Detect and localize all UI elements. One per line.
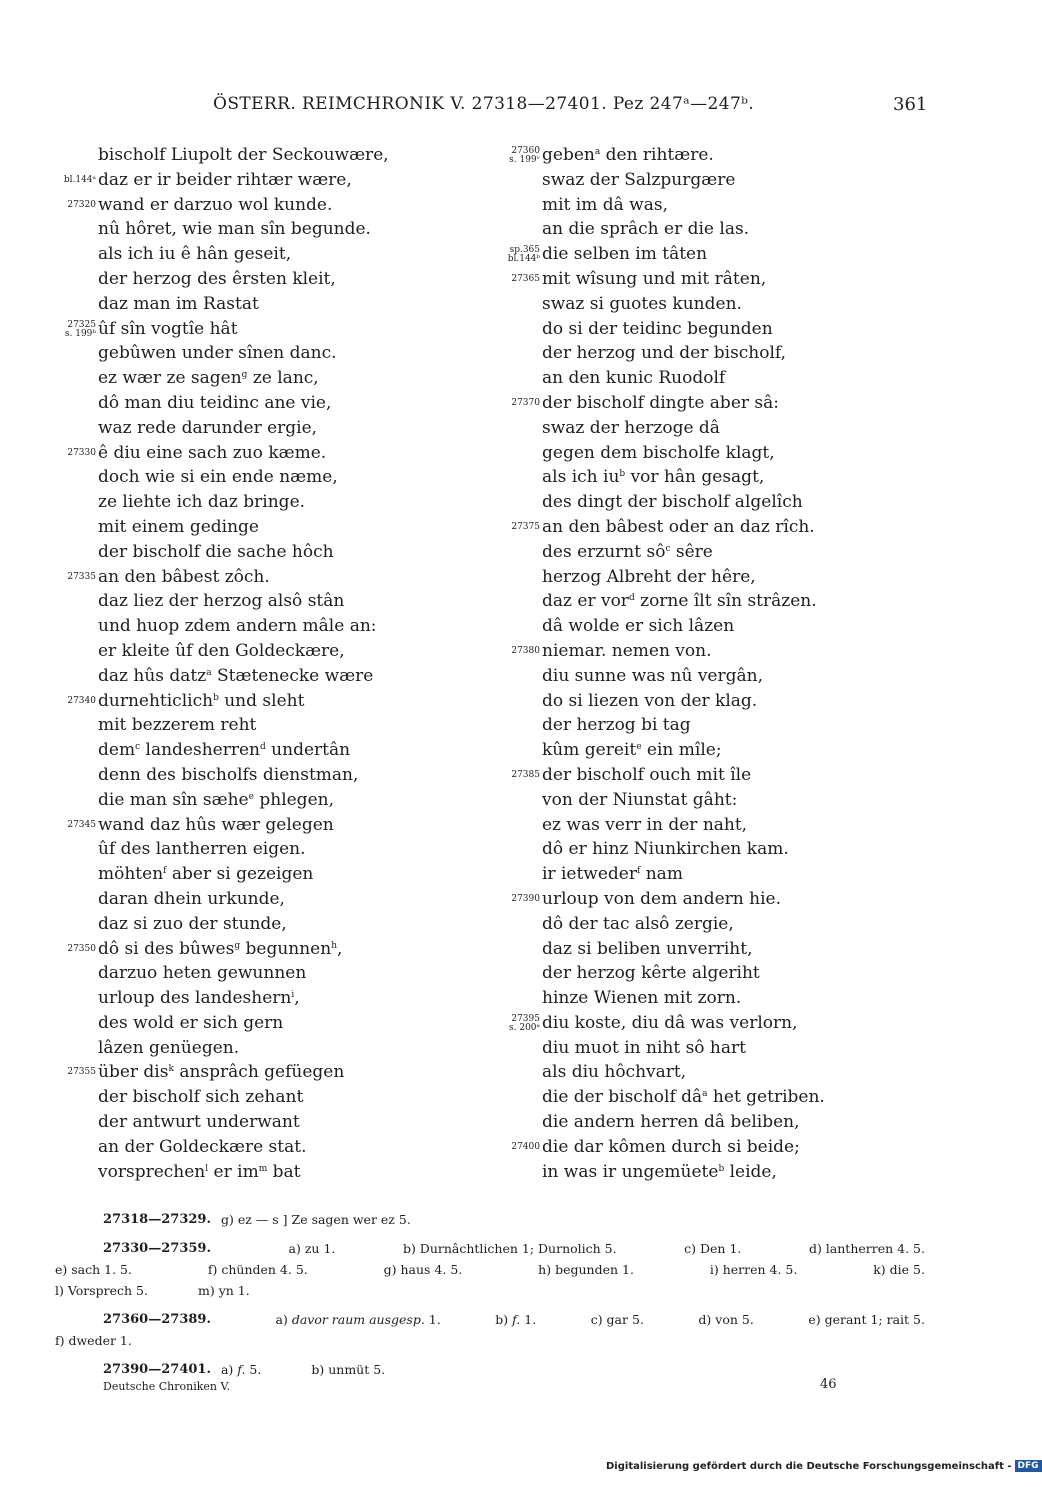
verse-line [20,763,440,788]
verse-text: daz er ir beider rihtær wære, [98,169,352,190]
verse-line [480,589,900,614]
verse-column-left [20,143,440,1184]
footnote-marker: b [213,692,219,703]
verse-line [20,689,440,714]
verse-line [20,1085,440,1110]
verse-line [20,912,440,937]
footnote-italic: davor raum ausgesp. [291,1312,425,1327]
verse-text: nû hôret, wie man sîn begunde. [98,219,371,240]
verse-line [20,937,440,962]
verse-line [480,961,900,986]
line-number: 27375 [511,521,540,532]
verse-line [20,168,440,193]
footnote-marker: d [628,593,635,604]
verse-text: waz rede darunder ergie, [98,417,318,438]
verse-text: wand daz hûs wær gelegen [98,814,334,835]
verse-text: der herzog und der bischolf, [542,343,787,364]
footnote-row [55,1209,925,1230]
verse-line [480,986,900,1011]
footnote-entry: a) f. 5. [220,1362,262,1377]
footnote-marker: a [594,147,601,157]
verse-line [480,341,900,366]
verse-line [20,565,440,590]
footer-signature: 46 [820,1377,837,1392]
footnote-entry: a) davor raum ausgesp. 1. [275,1312,441,1327]
verse-line [480,614,900,639]
verse-text: daz hûs datz$^a$ Stætenecke wære [98,665,374,686]
verse-line [480,441,900,466]
verse-text: des wold er sich gern [98,1012,284,1033]
verse-line [480,416,900,441]
verse-text: der bischolf dingte aber sâ: [542,392,779,413]
verse-text: darzuo heten gewunnen [98,963,307,984]
verse-line [20,540,440,565]
footnote-entry: c) gar 5. [590,1312,644,1327]
verse-text: in was ir ungemüete$^b$ leide, [542,1161,777,1182]
footnote-entry: a) zu 1. [288,1241,336,1256]
verse-text: des erzurnt $sô^c$ sêre [542,541,713,562]
verse-line [480,267,900,292]
footnote-marker: c [665,543,671,554]
footnote-marker: b [718,1163,725,1174]
verse-text: möhten$^f$ aber si gezeigen [98,864,314,885]
verse-text: daz er vor$^d$ zorne îlt sîn strâzen. [542,591,817,612]
footnote-entry: b) unmüt 5. [311,1362,386,1377]
verse-text: mit wîsung und mit râten, [542,268,767,289]
verse-text: herzog Albreht der hêre, [542,566,756,587]
verse-line [20,242,440,267]
verse-line [20,391,440,416]
footnote-marker: h [331,940,337,951]
verse-text: swaz der Salzpurgære [542,169,736,190]
verse-line [480,887,900,912]
verse-line [480,763,900,788]
verse-line [480,713,900,738]
footnote-entry: i) herren 4. 5. [709,1262,798,1277]
footnote-entry: h) begunden 1. [538,1262,634,1277]
footnote-marker: e [248,791,254,802]
line-number: sp.365 bl.144ᵇ [507,245,540,265]
verse-text: der bischolf ouch mit île [542,764,752,785]
verse-text: von der Niunstat gâht: [542,789,738,810]
verse-text: denn des bischolfs dienstman, [98,764,359,785]
verse-line [20,664,440,689]
verse-line [20,961,440,986]
verse-text: der herzog des êrsten kleit, [98,268,336,289]
verse-line [480,565,900,590]
verse-line [480,1085,900,1110]
footnote-entry: b) f. 1. [495,1312,537,1327]
verse-text: lâzen genüegen. [98,1037,240,1058]
verse-text: mit im dâ was, [542,194,668,215]
verse-line [480,515,900,540]
verse-line [480,1160,900,1185]
verse-text: do si der teidinc begunden [542,318,773,339]
verse-text: mit bezzerem reht [98,715,257,736]
footnote-block [55,1359,925,1380]
line-number: 27400 [511,1141,540,1152]
verse-text: swaz der herzoge dâ [542,417,720,438]
verse-text: als ich $iu^b$ vor hân gesagt, [542,467,765,488]
line-number: 27340 [67,695,96,706]
footnote-block [55,1238,925,1301]
verse-text: ez was verr in der naht, [542,814,748,835]
dfg-credit-text: Digitalisierung gefördert durch die Deutsche Forschungsgemeinschaft - [606,1461,1012,1472]
verse-line [20,1135,440,1160]
verse-text: niemar. nemen von. [542,640,712,661]
verse-text: diu koste, diu dâ was verlorn, [542,1012,798,1033]
verse-line [480,862,900,887]
verse-text: als diu hôchvart, [542,1062,687,1083]
verse-text: die man sîn sæhe$^e$ phlegen, [98,789,334,810]
verse-line [20,317,440,342]
verse-line [480,490,900,515]
verse-text: dô si des bûwes$^g$ begunnen$^h$, [98,938,343,959]
critical-apparatus [55,1209,925,1388]
line-number: 27355 [67,1067,96,1078]
verse-line [20,267,440,292]
verse-line [20,589,440,614]
verse-text: durnehticlich$^b$ und sleht [98,690,305,711]
verse-text: dâ wolde er sich lâzen [542,616,735,637]
verse-line [480,217,900,242]
footnote-marker: e [636,742,642,753]
verse-line [480,1060,900,1085]
verse-line [480,937,900,962]
page-number: 361 [893,94,928,115]
footnote-entry: e) gerant 1; rait 5. [808,1312,925,1327]
footnote-marker: b [619,469,626,480]
footnote-range: 27390—27401. [103,1362,211,1377]
verse-text: an den kunic Ruodolf [542,368,726,389]
running-title: ÖSTERR. REIMCHRONIK V. 27318—27401. Pez 247ᵃ—247ᵇ. [213,94,755,114]
verse-text: gegen dem bischolfe klagt, [542,442,775,463]
verse-line [20,366,440,391]
verse-line [480,540,900,565]
verse-text: die dar kômen durch si beide; [542,1136,800,1157]
footnote-entry: d) von 5. [698,1312,754,1327]
verse-line [480,689,900,714]
verse-text: die der bischolf $dâ^a$ het getriben. [542,1087,825,1108]
footnote-row [55,1359,925,1380]
verse-text: diu sunne was nû vergân, [542,665,763,686]
verse-line [480,837,900,862]
verse-text: an die sprâch er die las. [542,219,750,240]
footnote-marker: g [234,940,241,951]
line-number: 27370 [511,397,540,408]
verse-text: dem$^c$ landesherren$^d$ undertân [98,740,351,761]
footer-series-title: Deutsche Chroniken V. [103,1380,230,1393]
verse-text: als ich iu ê hân geseit, [98,244,292,265]
line-number: bl.144ᵃ [63,174,96,185]
verse-text: daz man im Rastat [98,293,259,314]
verse-text: ûf des lantherren eigen. [98,839,306,860]
footnote-entry: d) lantherren 4. 5. [808,1241,925,1256]
verse-text: ze liehte ich daz bringe. [98,492,306,513]
verse-line [480,391,900,416]
line-number: 27390 [511,893,540,904]
verse-line [20,1011,440,1036]
line-number: 27335 [67,571,96,582]
line-number: 27345 [67,819,96,830]
verse-text: vorsprechen$^l$ er $im^m$ bat [98,1161,301,1182]
verse-text: dô man diu teidinc ane vie, [98,392,332,413]
line-number: 27360 s. 199ᵛ [509,146,540,165]
verse-line [480,639,900,664]
verse-line [480,193,900,218]
verse-line [20,416,440,441]
verse-line [20,143,440,168]
verse-line [20,217,440,242]
verse-text: der bischolf sich zehant [98,1087,304,1108]
verse-text: und huop zdem andern mâle an: [98,616,377,637]
line-number: 27385 [511,769,540,780]
dfg-credit [606,1460,1042,1472]
verse-line [20,1160,440,1185]
footnote-marker: m [258,1163,268,1174]
footnote-marker: f [636,866,641,877]
footnote-row [55,1309,925,1330]
verse-text: urloup des landeshern$^i$, [98,988,300,1009]
verse-text: do si liezen von der klag. [542,690,758,711]
footnote-range: 27330—27359. [103,1241,211,1256]
footnote-entry: e) sach 1. 5. [55,1262,132,1277]
verse-text: wand er darzuo wol kunde. [98,194,333,215]
verse-text: ûf sîn vogtîe hât [98,318,238,339]
verse-text: daran dhein urkunde, [98,888,285,909]
verse-line [20,515,440,540]
footnote-entry: f) chünden 4. 5. [207,1262,308,1277]
verse-text: an den bâbest oder an daz rîch. [542,516,815,537]
footnote-italic: f. [237,1362,246,1377]
verse-line [480,242,900,267]
footnote-row [55,1259,925,1280]
verse-line [480,143,900,168]
running-header [0,94,1000,120]
verse-text: dô der tac alsô zergie, [542,913,734,934]
verse-text: daz si beliben unverriht, [542,938,753,959]
verse-line [20,1036,440,1061]
verse-line [20,788,440,813]
verse-line [20,862,440,887]
verse-line [480,1011,900,1036]
verse-text: der herzog kêrte algeriht [542,963,760,984]
verse-line [20,738,440,763]
verse-text: daz si zuo der stunde, [98,913,287,934]
line-number: 27365 [511,273,540,284]
verse-line [20,292,440,317]
verse-line [480,465,900,490]
footnote-marker: i [291,990,295,1001]
verse-text: doch wie si ein ende næme, [98,467,338,488]
line-number: 27380 [511,645,540,656]
verse-line [480,292,900,317]
verse-text: des dingt der bischolf algelîch [542,492,803,513]
footnote-entry: k) die 5. [873,1262,925,1277]
verse-text: der herzog bi tag [542,715,691,736]
verse-line [480,664,900,689]
verse-line [20,193,440,218]
verse-line [20,639,440,664]
footnote-range: 27360—27389. [103,1312,211,1327]
line-number: 27395 s. 200ᵃ [509,1013,540,1033]
verse-line [20,614,440,639]
verse-line [480,366,900,391]
verse-text: gebûwen under sînen danc. [98,343,337,364]
verse-text: urloup von dem andern hie. [542,888,781,909]
verse-text: kûm gereit$^e$ ein mîle; [542,740,722,761]
verse-text: ê diu eine sach zuo kæme. [98,442,327,463]
footnote-marker: g [241,370,248,381]
verse-text: mit einem gedinge [98,516,259,537]
line-number: 27320 [67,199,96,210]
footnote-entry: b) Durnâchtlichen 1; Durnolich 5. [402,1241,617,1256]
verse-text: die selben im tâten [542,244,708,265]
footnote-row [55,1330,925,1351]
dfg-logo: DFG [1015,1460,1042,1472]
verse-line [480,168,900,193]
footnote-marker: d [260,742,266,753]
footnote-row [55,1280,925,1301]
verse-text: hinze Wienen mit zorn. [542,988,742,1009]
footnote-block [55,1309,925,1351]
verse-line [20,490,440,515]
verse-text: ir ietweder$^f$ nam [542,864,683,885]
verse-line [480,317,900,342]
footnote-marker: c [135,742,141,753]
verse-text: über dis$^k$ ansprâch gefüegen [98,1062,345,1083]
line-number: 27350 [67,943,96,954]
verse-line [20,341,440,366]
verse-text: er kleite ûf den Goldeckære, [98,640,345,661]
footnote-entry: m) yn 1. [197,1283,250,1298]
verse-line [20,1060,440,1085]
footnote-marker: f [163,866,167,877]
verse-text: ez wær ze sagen$^g$ ze lanc, [98,368,319,389]
verse-text: an der Goldeckære stat. [98,1136,307,1157]
footnote-block [55,1209,925,1230]
footnote-entry: f) dweder 1. [55,1333,132,1348]
footnote-entry: c) Den 1. [684,1241,742,1256]
verse-text: bischolf Liupolt der Seckouwære, [98,145,389,165]
verse-line [20,465,440,490]
footnote-marker: a [206,667,212,678]
verse-line [20,887,440,912]
verse-line [20,441,440,466]
verse-text: die andern herren dâ beliben, [542,1112,800,1133]
footnote-marker: l [205,1163,209,1174]
verse-column-right [480,143,900,1184]
verse-text: swaz si guotes kunden. [542,293,742,314]
verse-text: geben$^a$ den rihtære. [542,145,714,165]
verse-line [20,837,440,862]
footnote-row [55,1238,925,1259]
verse-line [480,738,900,763]
verse-line [480,912,900,937]
line-number: 27325 s. 199ᵇ [64,319,96,339]
verse-line [480,813,900,838]
footnote-range: 27318—27329. [103,1212,211,1227]
footnote-entry: l) Vorsprech 5. [55,1283,148,1298]
footnote-entry: g) ez — s ] Ze sagen wer ez 5. [220,1212,411,1227]
verse-text: der bischolf die sache hôch [98,541,334,562]
verse-line [480,1110,900,1135]
verse-text: diu muot in niht sô hart [542,1037,746,1058]
verse-line [20,1110,440,1135]
verse-text: der antwurt underwant [98,1112,300,1133]
verse-line [480,788,900,813]
footnote-entry: g) haus 4. 5. [383,1262,463,1277]
verse-text: dô er hinz Niunkirchen kam. [542,839,789,860]
verse-line [20,813,440,838]
verse-line [20,713,440,738]
verse-text: an den bâbest zôch. [98,566,270,587]
verse-line [20,986,440,1011]
verse-line [480,1036,900,1061]
verse-text: daz liez der herzog alsô stân [98,591,345,612]
footnote-italic: f. [512,1312,521,1327]
footnote-marker: a [702,1089,708,1100]
footnote-marker: k [168,1064,174,1075]
verse-line [480,1135,900,1160]
line-number: 27330 [67,447,96,458]
